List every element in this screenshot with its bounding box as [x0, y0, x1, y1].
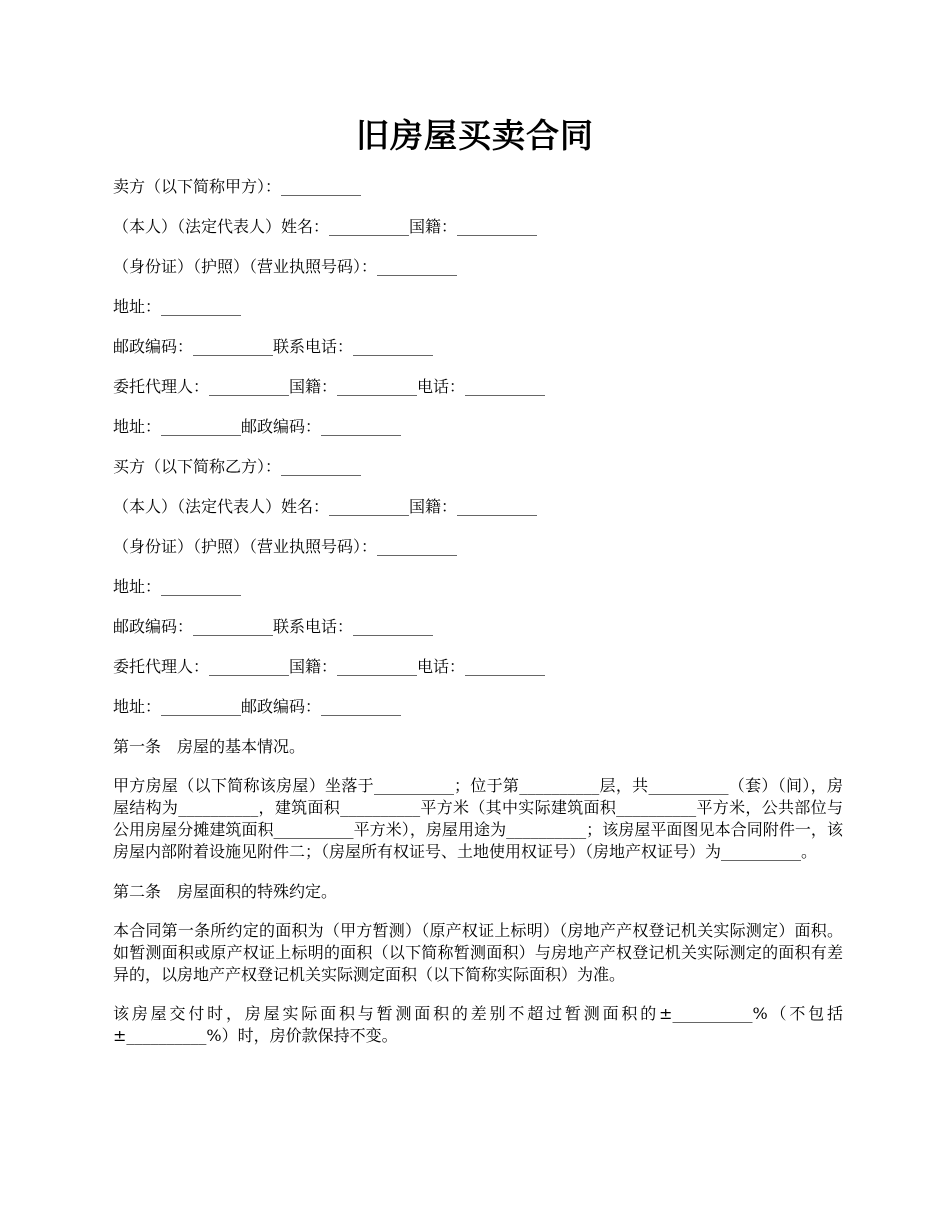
buyer-heading: 买方（以下简称乙方）：__________ — [113, 457, 362, 476]
contract-body — [113, 175, 843, 1064]
seller-id-line: （身份证）（护照）（营业执照号码）：__________ — [113, 257, 458, 276]
article1-heading: 第一条 房屋的基本情况。 — [113, 737, 306, 756]
document-title: 旧房屋买卖合同 — [356, 116, 594, 155]
buyer-agent-address: 地址：__________邮政编码：__________ — [113, 697, 402, 716]
article2-body-2: 该房屋交付时，房屋实际面积与暂测面积的差别不超过暂测面积的±__________%（不包括±__________%）时，房价款保持不变。 — [113, 1004, 843, 1045]
buyer-postal-phone: 邮政编码：__________联系电话：__________ — [113, 617, 434, 636]
seller-agent: 委托代理人：__________国籍：__________电话：__________ — [113, 377, 546, 396]
article1-body: 甲方房屋（以下简称该房屋）坐落于__________；位于第__________层，共__________（套）（间），房屋结构为__________，建筑面积__________平方米（其中实际建筑面积__________平方米，公共部位与公用房屋分摊建筑面积__________平方米），房屋用途为__________；该房屋平面图见本合同附件一，该房屋内部附着设施见附件二；（房屋所有权证号、土地使用权证号）（房地产权证号）为__________。 — [113, 776, 843, 861]
buyer-id-line: （身份证）（护照）（营业执照号码）：__________ — [113, 537, 458, 556]
seller-name-line: （本人）（法定代表人）姓名：__________国籍：__________ — [113, 217, 538, 236]
buyer-agent: 委托代理人：__________国籍：__________电话：__________ — [113, 657, 546, 676]
article2-heading: 第二条 房屋面积的特殊约定。 — [113, 882, 338, 901]
buyer-name-line: （本人）（法定代表人）姓名：__________国籍：__________ — [113, 497, 538, 516]
seller-address: 地址：__________ — [113, 297, 242, 316]
buyer-address: 地址：__________ — [113, 577, 242, 596]
seller-heading: 卖方（以下简称甲方）：__________ — [113, 177, 362, 196]
seller-postal-phone: 邮政编码：__________联系电话：__________ — [113, 337, 434, 356]
article2-body-1: 本合同第一条所约定的面积为（甲方暂测）（原产权证上标明）（房地产产权登记机关实际测定）面积。如暂测面积或原产权证上标明的面积（以下简称暂测面积）与房地产产权登记机关实际测定的面积有差异的，以房地产产权登记机关实际测定面积（以下简称实际面积）为准。 — [113, 921, 843, 984]
seller-agent-address: 地址：__________邮政编码：__________ — [113, 417, 402, 436]
